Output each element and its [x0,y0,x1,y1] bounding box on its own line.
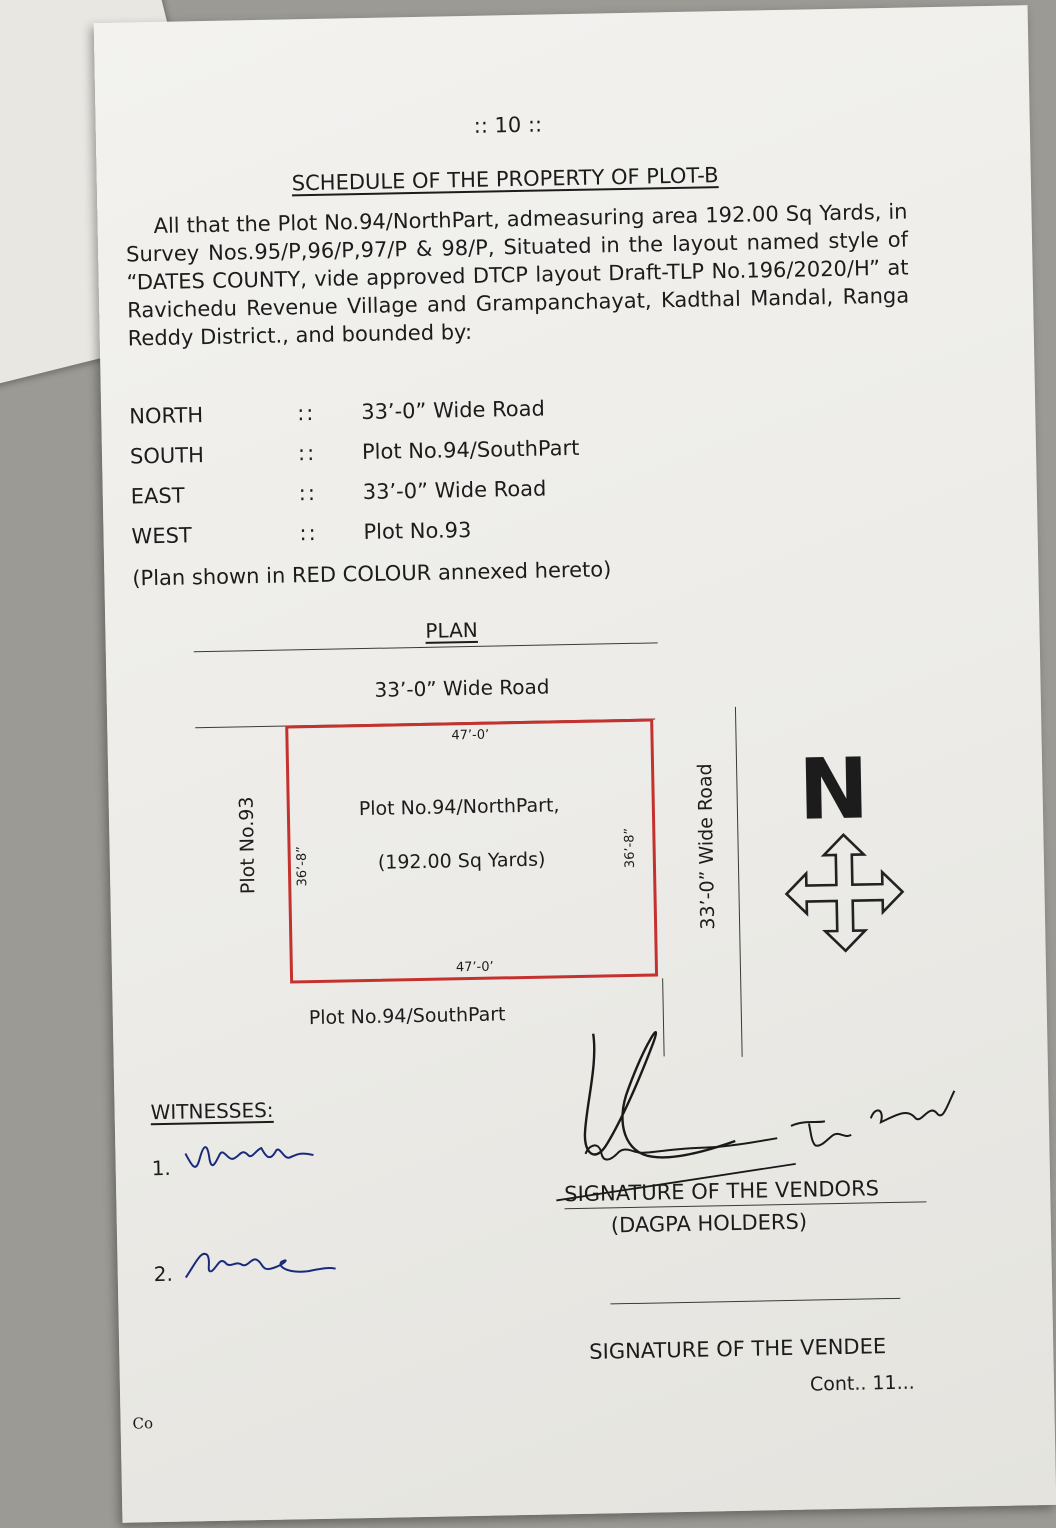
compass-arrows-icon [781,830,907,956]
boundary-separator: :: [297,440,317,466]
dimension-right: 36’-8” [622,827,639,869]
document-page [94,5,1056,1523]
boundary-value: 33’-0” Wide Road [362,476,547,505]
vendee-signature-line [610,1298,900,1305]
boundary-separator: :: [298,480,318,506]
corner-mark: Co [132,1414,154,1433]
south-plot-label: Plot No.94/SouthPart [308,1003,506,1030]
plan-title: PLAN [425,617,478,643]
plot-label: Plot No.94/NorthPart, [358,794,560,821]
plan-note: (Plan shown in RED COLOUR annexed hereto) [132,557,612,591]
road-north-label: 33’-0” Wide Road [374,674,550,702]
dimension-bottom: 47’-0’ [455,959,494,976]
boundary-value: Plot No.94/SouthPart [361,435,580,465]
witness-1-signature [181,1133,322,1180]
vendors-role-label: (DAGPA HOLDERS) [610,1209,808,1238]
boundary-row-north [129,391,829,432]
boundary-row-west [131,511,831,552]
road-east-label: 33’-0” Wide Road [694,763,720,930]
boundary-value: Plot No.93 [363,517,472,545]
boundary-direction: NORTH [129,403,204,429]
plan-title-rule [194,642,658,652]
dimension-top: 47’-0’ [451,727,490,744]
boundary-separator: :: [296,400,316,426]
vendors-signatures [553,997,967,1205]
witness-2-signature [181,1241,342,1288]
schedule-title: SCHEDULE OF THE PROPERTY OF PLOT-B [291,163,719,196]
boundary-value: 33’-0” Wide Road [360,396,546,425]
dimension-left: 36’-8” [294,845,311,887]
continuation-note: Cont.. 11... [809,1371,915,1396]
vendee-signature-label: SIGNATURE OF THE VENDEE [589,1334,887,1364]
boundary-row-east [131,471,831,512]
plot-area-label: (192.00 Sq Yards) [377,848,546,874]
west-plot-label: Plot No.93 [235,796,260,895]
witness-1-number: 1. [151,1155,172,1181]
page-number: :: 10 :: [473,112,543,138]
boundary-direction: EAST [130,483,185,509]
boundary-separator: :: [299,520,318,546]
witness-2-number: 2. [153,1261,174,1287]
witnesses-heading: WITNESSES: [150,1097,274,1125]
north-symbol: N [797,739,870,839]
boundary-row-south [130,431,830,472]
boundary-direction: SOUTH [129,443,205,469]
property-description: All that the Plot No.94/NorthPart, admeasuring area 192.00 Sq Yards, in Survey Nos.95/P,96/P,97/P & 98/P, Situated in the layout named style of “DATES COUNTY, vide approved DTCP layout Draft-TLP No.196/2020/H” at Ravichedu Revenue Village and Grampanchayat, Kadthal Mandal, Ranga Reddy District., and bounded by: [125,199,910,351]
boundary-direction: WEST [131,523,192,549]
vendors-signature-label: SIGNATURE OF THE VENDORS [564,1176,880,1207]
